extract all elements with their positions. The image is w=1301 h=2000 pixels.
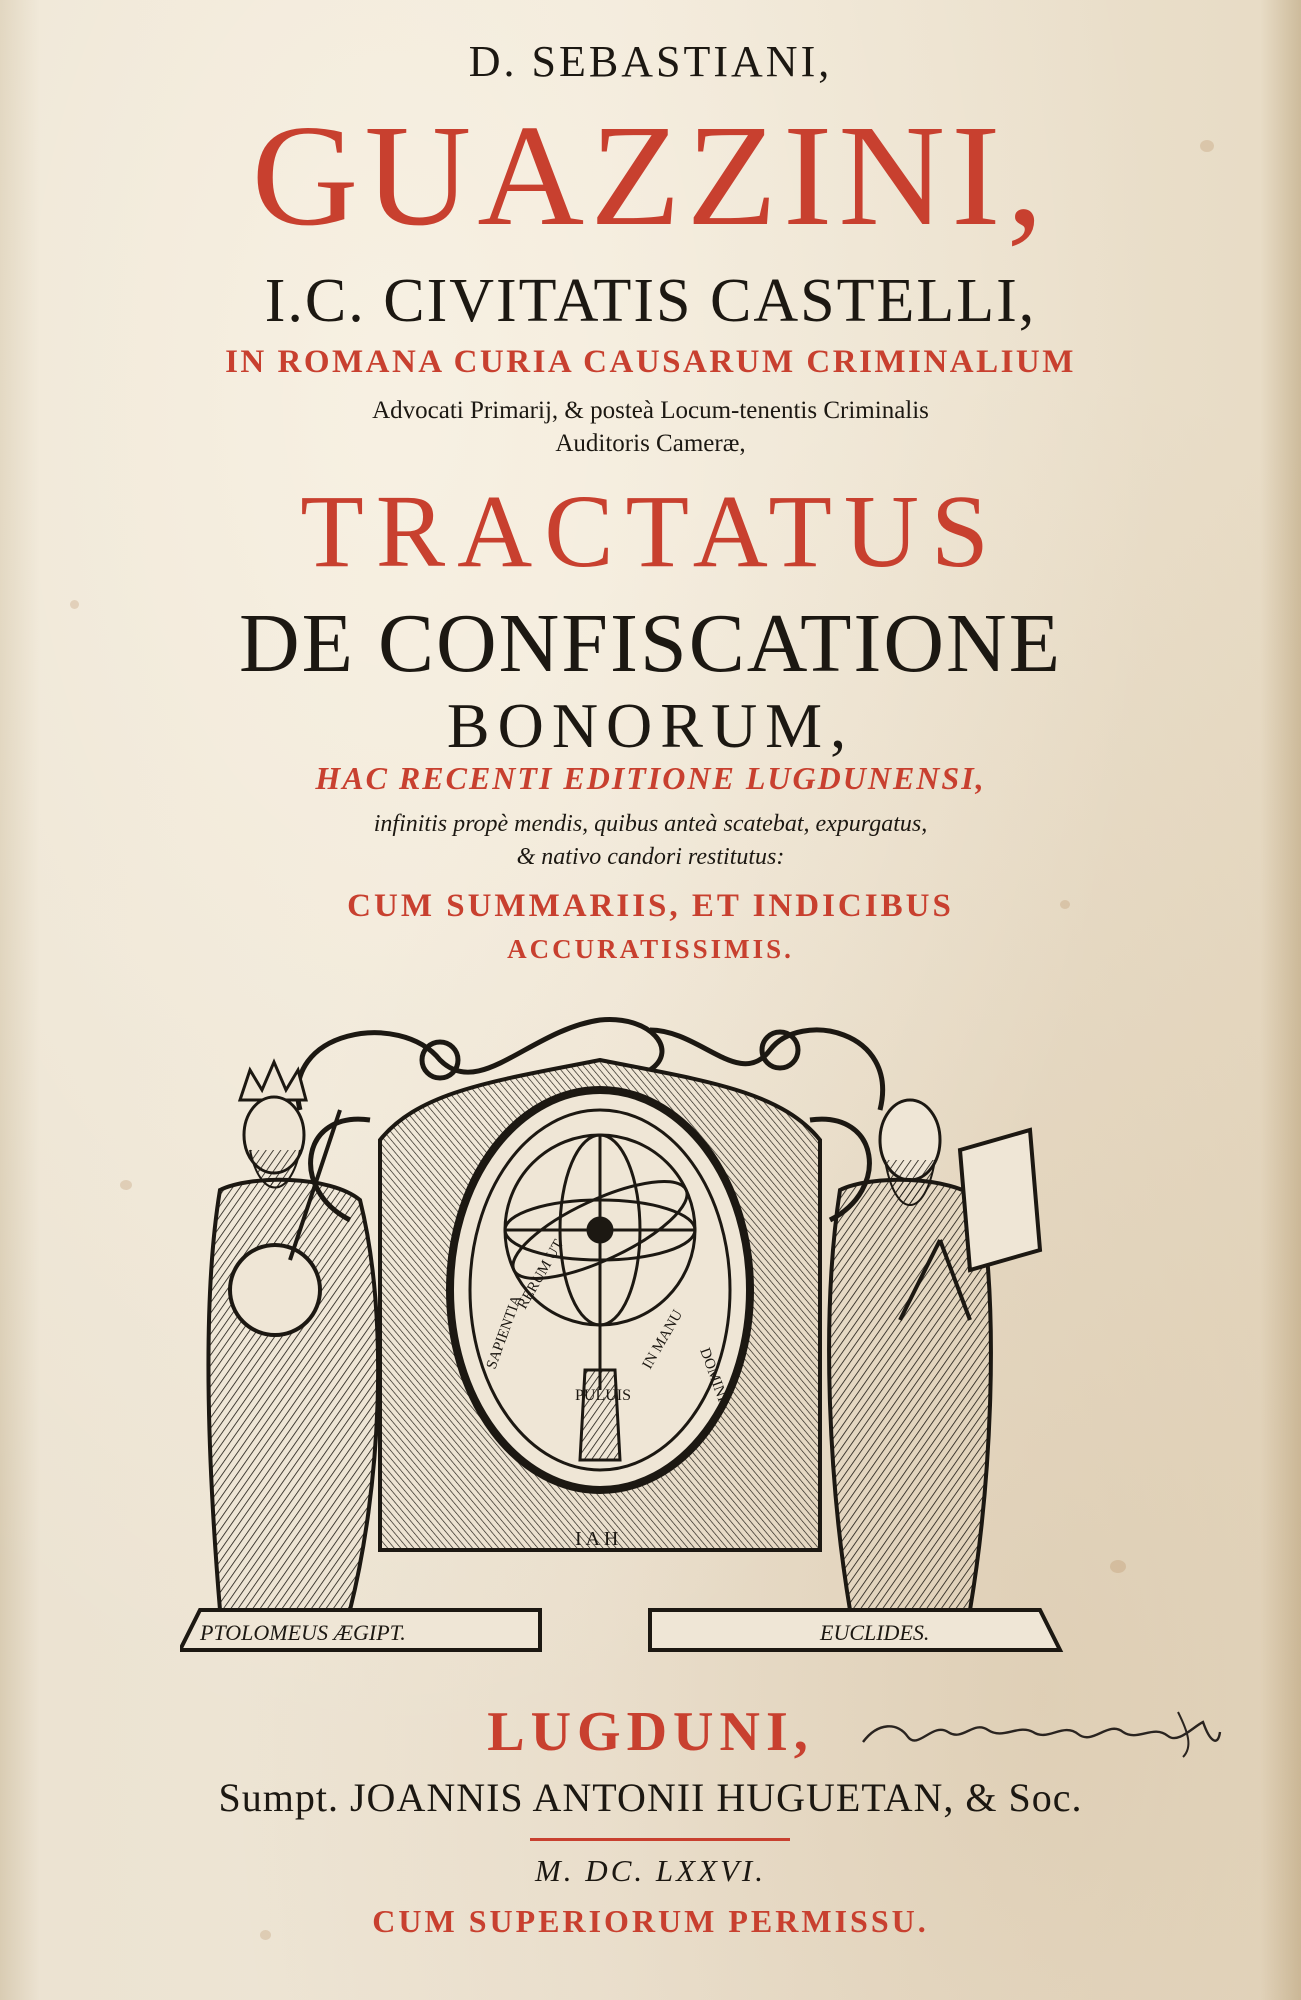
- advocati-line: Advocati Primarij, & posteà Locum-tenentis Criminalis: [372, 397, 929, 424]
- author-name-heading: GUAZZINI,: [251, 95, 1050, 257]
- imprint-permission: CUM SUPERIORUM PERMISSU.: [372, 1903, 929, 1939]
- description-line-2: & nativo candori restitutus:: [516, 844, 785, 870]
- description-line: infinitis propè mendis, quibus anteà scatebat, expurgatus,: [373, 811, 928, 837]
- imprint-year: M. DC. LXXVI.: [534, 1853, 766, 1888]
- motto-lower: PULUIS: [575, 1387, 632, 1404]
- summariis-line: CUM SUMMARIIS, ET INDICIBUS: [347, 888, 954, 924]
- edition-line: HAC RECENTI EDITIONE LUGDUNENSI,: [315, 760, 986, 796]
- motto-far-right: DOMINI: [696, 1345, 731, 1404]
- foxing-spot: [120, 1180, 132, 1190]
- crown-icon: [240, 1062, 306, 1100]
- motto-right: IN MANU: [639, 1307, 687, 1372]
- printers-device-woodcut: [180, 990, 1221, 1670]
- motto-left: SAPIENTIA: [483, 1293, 526, 1372]
- book-icon: [960, 1130, 1040, 1270]
- work-title-heading: TRACTATUS: [300, 474, 1001, 589]
- hand-holding-sphere: [580, 1370, 620, 1460]
- imprint-publisher: Sumpt. JOANNIS ANTONII HUGUETAN, & Soc.: [218, 1775, 1083, 1820]
- ptolemy-label: PTOLOMEUS ÆGIPT.: [200, 1620, 406, 1645]
- ownership-signature: [858, 1702, 1224, 1762]
- euclid-label: EUCLIDES.: [820, 1620, 930, 1645]
- auditoris-line: Auditoris Cameræ,: [555, 430, 746, 457]
- ptolemy-figure: [208, 1062, 378, 1610]
- accuratissimis-line: ACCURATISSIMIS.: [507, 934, 794, 964]
- imprint-city: LUGDUNI,: [487, 1701, 814, 1763]
- work-subtitle-line: DE CONFISCATIONE: [238, 597, 1063, 690]
- curia-line: IN ROMANA CURIA CAUSARUM CRIMINALIUM: [225, 344, 1076, 380]
- author-prefix-line: D. SEBASTIANI,: [468, 37, 833, 86]
- red-rule-divider: [530, 1838, 790, 1841]
- work-subtitle-line-2: BONORUM,: [446, 690, 855, 761]
- motto-upper: RERUM UT: [514, 1237, 568, 1312]
- globe-icon: [230, 1245, 320, 1335]
- author-title-line: I.C. CIVITATIS CASTELLI,: [264, 267, 1037, 335]
- euclid-figure: [829, 1100, 1040, 1610]
- monogram: I A H: [575, 1528, 619, 1550]
